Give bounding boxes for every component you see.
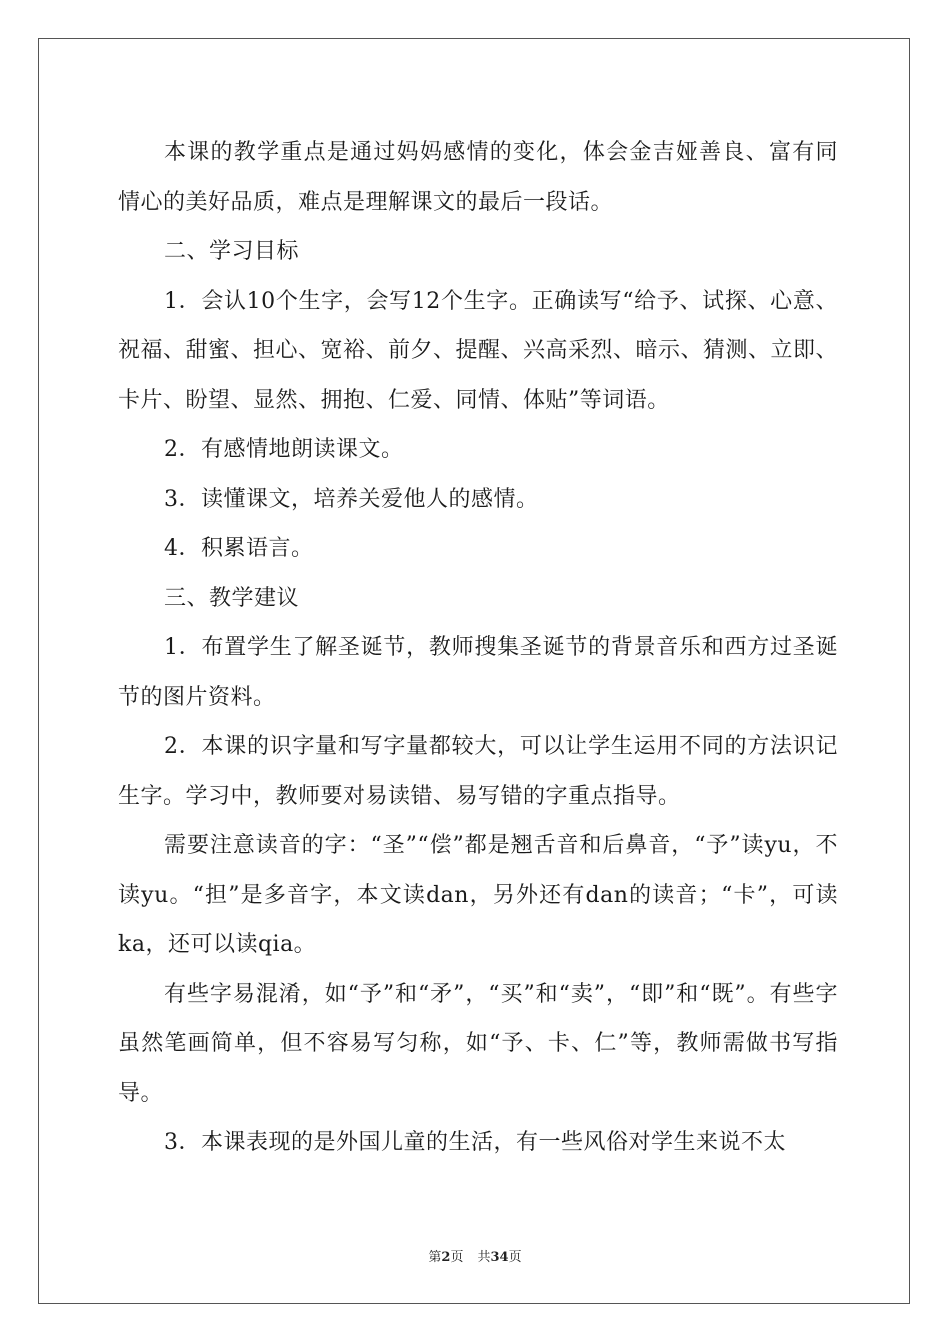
- document-body: [118, 128, 838, 1168]
- footer-page-number: 2: [441, 1250, 451, 1265]
- footer-total-pages: 34: [490, 1250, 509, 1265]
- footer-prefix: 第: [428, 1250, 442, 1265]
- paragraph-suggestion-2: 2．本课的识字量和写字量都较大，可以让学生运用不同的方法识记生字。学习中，教师要对易读错、易写错的字重点指导。: [118, 734, 838, 809]
- paragraph-goal-2: 2．有感情地朗读课文。: [164, 437, 404, 462]
- footer-total-suffix: 页: [508, 1250, 522, 1265]
- paragraph-goal-4: 4．积累语言。: [164, 536, 314, 561]
- paragraph-goal-1: 1．会认10个生字，会写12个生字。正确读写“给予、试探、心意、祝福、甜蜜、担心、宽裕、前夕、提醒、兴高采烈、暗示、猜测、立即、卡片、盼望、显然、拥抱、仁爱、同情、体贴”等词语。: [118, 288, 839, 413]
- paragraph-suggestion-1: 1．布置学生了解圣诞节，教师搜集圣诞节的背景音乐和西方过圣诞节的图片资料。: [118, 635, 838, 710]
- paragraph-focus: 本课的教学重点是通过妈妈感情的变化，体会金吉娅善良、富有同情心的美好品质，难点是理解课文的最后一段话。: [118, 140, 838, 215]
- heading-teaching-suggestions: 三、教学建议: [164, 585, 300, 611]
- page-footer: [0, 1246, 950, 1265]
- footer-page-suffix: 页: [450, 1250, 464, 1265]
- footer-total-prefix: 共: [477, 1250, 491, 1265]
- paragraph-pronunciation: 需要注意读音的字：“圣”“偿”都是翘舌音和后鼻音，“予”读yu，不读yu。“担”是多音字，本文读dan，另外还有dan的读音；“卡”，可读ka，还可以读qia。: [118, 833, 838, 957]
- heading-learning-goals: 二、学习目标: [164, 239, 300, 264]
- paragraph-confusable-chars: 有些字易混淆，如“予”和“矛”，“买”和“卖”，“即”和“既”。有些字虽然笔画简单，但不容易写匀称，如“予、卡、仁”等，教师需做书写指导。: [118, 981, 838, 1106]
- paragraph-goal-3: 3．读懂课文，培养关爱他人的感情。: [164, 486, 539, 512]
- paragraph-suggestion-3: 3．本课表现的是外国儿童的生活，有一些风俗对学生来说不太: [164, 1130, 786, 1155]
